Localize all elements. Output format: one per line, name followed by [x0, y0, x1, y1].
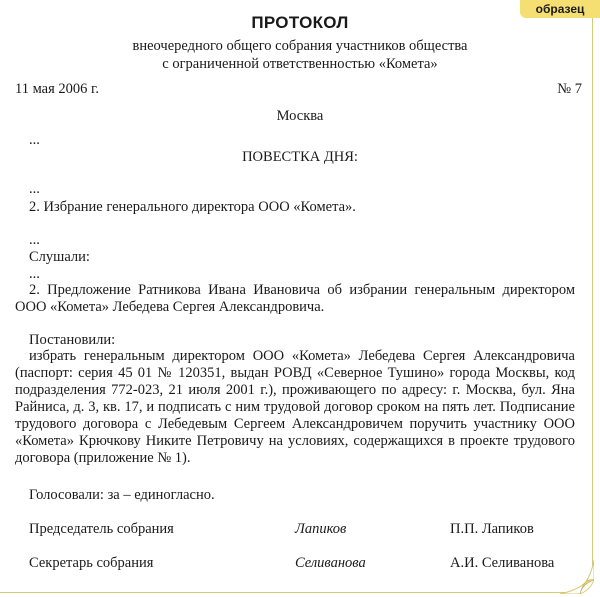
document-title: ПРОТОКОЛ — [251, 13, 349, 32]
chairman-role: Председатель собрания — [29, 521, 174, 537]
resolved-label: Постановили: — [29, 332, 116, 348]
heard-label: Слушали: — [29, 249, 90, 265]
sample-badge: образец — [520, 0, 600, 18]
page-curl-icon — [560, 560, 594, 594]
secretary-name: А.И. Селиванова — [450, 555, 555, 571]
document-subtitle-line2: с ограниченной ответственностью «Комета» — [162, 56, 438, 72]
agenda-heading: ПОВЕСТКА ДНЯ: — [242, 149, 358, 165]
ellipsis-4: ... — [29, 266, 40, 282]
chairman-signature: Лапиков — [295, 521, 347, 537]
ellipsis-3: ... — [29, 232, 40, 248]
secretary-signature: Селиванова — [295, 555, 366, 571]
document-subtitle-line1: внеочередного общего собрания участников общества — [132, 38, 468, 54]
resolution-text: избрать генеральным директором ООО «Комета» Лебедева Сергея Александровича (паспорт: серия 45 01 № 120351, выдан РОВД «Северное Тушино» города Москвы, код подразделения 772-023, 21 июля 2001 г.), проживающего по адресу: г. Москва, бул. Яна Райниса, д. 3, кв. 17, и подписать с ним трудовой договор сроком на пять лет. Подписание трудового договора с Лебедевым Сергеем Александровичем поручить участнику ООО «Комета» Крючкову Никите Петровичу на условиях, содержащихся в проекте трудового договора (приложение № 1). — [15, 348, 575, 466]
document-city: Москва — [276, 108, 324, 124]
document-number: № 7 — [557, 81, 582, 97]
ellipsis-1: ... — [29, 132, 40, 148]
secretary-role: Секретарь собрания — [29, 555, 154, 571]
ellipsis-2: ... — [29, 181, 40, 197]
agenda-item: 2. Избрание генерального директора ООО «Комета». — [29, 199, 356, 215]
document-date: 11 мая 2006 г. — [15, 81, 99, 97]
frame-right-edge — [592, 12, 593, 572]
proposal-text: 2. Предложение Ратникова Ивана Ивановича об избрании генеральным директором ООО «Комета» Лебедева Сергея Александровича. — [15, 282, 575, 315]
frame-bottom-edge — [0, 592, 572, 593]
vote-result: Голосовали: за – единогласно. — [29, 487, 215, 503]
chairman-name: П.П. Лапиков — [450, 521, 534, 537]
